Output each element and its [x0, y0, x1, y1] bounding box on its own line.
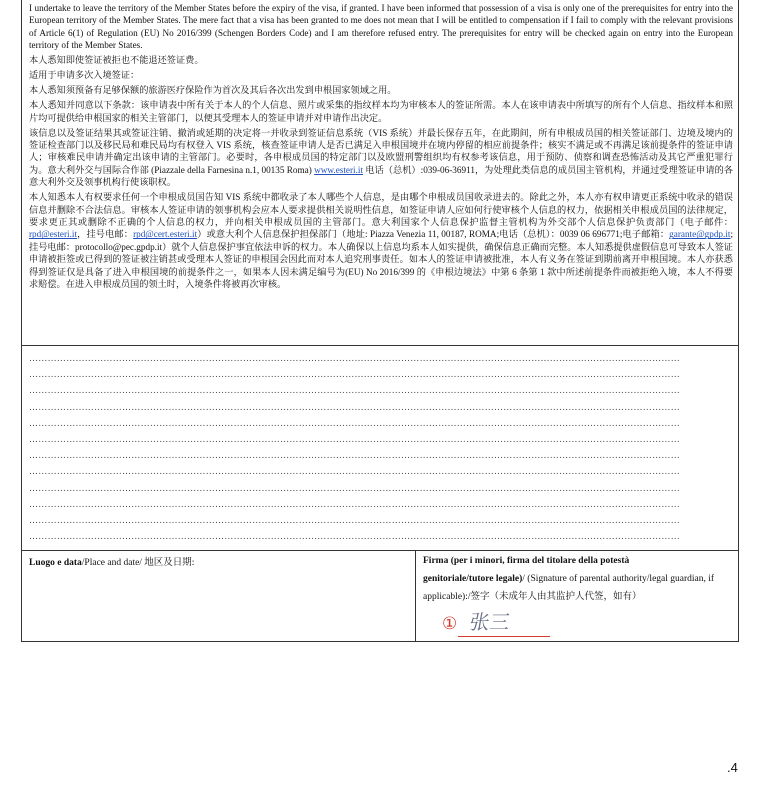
declaration-cn-6c: ）或意大利个人信息保护担保部门（地址: Piazza Venezia 11, 00187, ROMA;电话（总机）：0039 06 696771;电子邮箱：: [197, 229, 670, 240]
place-date-label-bold: Luogo e data: [29, 558, 82, 568]
declaration-text: [29, 2, 733, 293]
signature-label-rest: / (Signature of parental authority/legal guardian, if applicable):/签字（未成年人由其监护人代签，如有）: [423, 574, 715, 602]
dotted-line[interactable]: …………………………………………………………………………………………………………………………………………………………………………………………: [29, 401, 680, 412]
declaration-cn-5: [29, 127, 733, 189]
signature-column-divider: [415, 550, 416, 641]
dotted-line[interactable]: …………………………………………………………………………………………………………………………………………………………………………………………: [29, 385, 680, 396]
place-date-field[interactable]: [29, 554, 194, 568]
dotted-line[interactable]: …………………………………………………………………………………………………………………………………………………………………………………………: [29, 515, 680, 526]
annotation-marker: ①: [442, 614, 458, 634]
declaration-cn-6d: ; 挂号电邮：protocollo@pec.gpdp.it）就个人信息保护事宜依法申诉的权力。本人确保以上信息均系本人如实提供，确保信息正确而完整。本人知悉提供虚假信息可导致本人签证申请被拒签或已得到的签证被注销甚或受理本人签证的申根国会因此而对本人追究刑事责任。如本人的签证申请被批准，本人有义务在签证到期前离开申根国境。本人亦获悉得到签证仅是具备了进入申根国境的前提条件之一，如果本人因未满足编号为(EU) No 2016/399 的《申根边境法》中第 6 条第 1 款中所述前提条件而被拒绝入境，本人不得要求赔偿。在进入申根成员国的领土时，入境条件将被再次审核。: [29, 229, 733, 290]
declaration-cn-5a: 该信息以及签证结果其或签证注销、撤消或延期的决定将一并收录到签证信息系统（VIS 系统）并最长保存五年，在此期间，所有申根成员国的相关签证部门、边境及境内的签证检查部门以及移民局和难民局均有权登入 VIS 系统，核查签证申请人是否已满足入申根国境并在境内停留的相应前提条件；核实不满足或不再满足该前提条件的签证申请人；审核难民申请并确定出该申请的主管部门。必要时，各申根成员国的特定部门以及欧盟刑警组织均有权参考该信息，用于预防、侦察和调查恐怖活动及其它严重犯罪行为。意大利外交与国际合作部 (Piazzale della Farnesina n.1, 00135 Roma): [29, 127, 733, 175]
dotted-line[interactable]: …………………………………………………………………………………………………………………………………………………………………………………………: [29, 531, 680, 542]
section-divider: [22, 345, 738, 346]
dotted-line[interactable]: …………………………………………………………………………………………………………………………………………………………………………………………: [29, 466, 680, 477]
rpd-email-link[interactable]: rpd@esteri.it: [29, 229, 78, 240]
dotted-line[interactable]: …………………………………………………………………………………………………………………………………………………………………………………………: [29, 417, 680, 428]
page-number: .4: [727, 760, 738, 775]
dotted-line[interactable]: …………………………………………………………………………………………………………………………………………………………………………………………: [29, 353, 680, 363]
declaration-english: I undertake to leave the territory of the Member States before the expiry of the visa, if granted. I have been informed that possession of a visa is only one of the prerequisites for entry into the European territory of the Member States. The mere fact that a visa has been granted to me does not mean that I will be entitled to compensation if I fail to comply with the relevant provisions of Article 6(1) of Regulation (EU) No 2016/399 (Schengen Borders Code) and I am therefore refused entry. The prerequisites for entry will be checked again on entry into the European territory of the Member States.: [29, 3, 733, 51]
signature-label-bold-1: Firma (per i minori, firma del titolare della potestà: [423, 556, 630, 566]
declaration-cn-4: 本人悉知并同意以下条款：该申请表中所有关于本人的个人信息、照片或采集的指纹样本均为审核本人的签证所需。本人在该申请表中所填写的所有个人信息、指纹样本和照片均可提供给申根国家的相关主管部门，以便其受理本人的签证申请并对申请作出决定。: [29, 100, 733, 123]
declaration-cn-6b: ，挂号电邮：: [77, 229, 134, 240]
esteri-link[interactable]: www.esteri.it: [314, 164, 364, 175]
declaration-cn-5b: 电话（总机）:039-06-36911，为处理此类信息的成员国主管机构，并通过受理签证申请的各意大利外交及领事机构行使该职权。: [29, 164, 733, 188]
signature-section-divider: [22, 550, 738, 551]
signature-field-label: [423, 552, 731, 606]
garante-email-link[interactable]: garante@gpdp.it: [669, 229, 731, 240]
signature-underline: [458, 636, 550, 637]
handwritten-signature[interactable]: 张三: [467, 610, 512, 634]
declaration-cn-3: 本人悉知须预备有足够保额的旅游医疗保险作为首次及其后各次出发到申根国家领域之用。: [29, 85, 397, 96]
dotted-line[interactable]: …………………………………………………………………………………………………………………………………………………………………………………………: [29, 450, 680, 461]
dotted-lines-area[interactable]: [29, 350, 729, 544]
declaration-cn-6a: 本人知悉本人有权要求任何一个申根成员国告知 VIS 系统中都收录了本人哪些个人信息，是由哪个申根成员国收录进去的。除此之外，本人亦有权申请更正系统中收录的错误信息并删除不合法信息。审核本人签证申请的领事机构会应本人要求提供相关说明性信息，如签证申请人应如何行使审核个人信息的权力，依据相关申根成员国的法律规定，要求更正其或删除不正确的个人信息的权力，并向相关申根成员国的主管部门。意大利国家个人信息保护监督主管机构为外交部个人信息保护负责部门（电子邮件：: [29, 192, 733, 228]
declaration-cn-6: [29, 191, 733, 290]
dotted-line[interactable]: …………………………………………………………………………………………………………………………………………………………………………………………: [29, 482, 680, 493]
declaration-cn-1: 本人悉知即使签证被拒也不能退还签证费。: [29, 55, 204, 66]
form-frame: [21, 0, 739, 642]
dotted-line[interactable]: …………………………………………………………………………………………………………………………………………………………………………………………: [29, 369, 680, 380]
dotted-line[interactable]: …………………………………………………………………………………………………………………………………………………………………………………………: [29, 498, 680, 509]
place-date-label: /Place and date/ 地区及日期:: [81, 558, 195, 568]
dotted-line[interactable]: …………………………………………………………………………………………………………………………………………………………………………………………: [29, 434, 680, 445]
signature-label-bold-2: genitoriale/tutore legale): [423, 574, 523, 584]
rpd-cert-email-link[interactable]: rpd@cert.esteri.it: [133, 229, 198, 240]
declaration-cn-2: 适用于申请多次入境签证：: [29, 70, 140, 81]
